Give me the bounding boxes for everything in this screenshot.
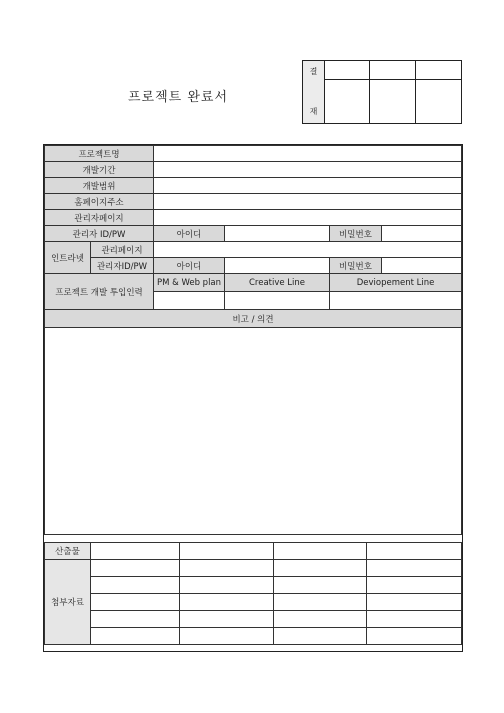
deliverable-cell[interactable]	[367, 543, 462, 560]
staff-col-pm: PM & Web plan	[154, 274, 225, 292]
label-intranet-admin-page: 관리페이지	[91, 242, 154, 258]
field-homepage-address[interactable]	[154, 194, 462, 210]
label-remarks: 비고 / 의견	[45, 310, 462, 328]
attachment-cell[interactable]	[180, 577, 274, 594]
approval-sign-1[interactable]	[325, 80, 370, 124]
attachment-cell[interactable]	[367, 560, 462, 577]
label-dev-scope: 개발범위	[45, 178, 154, 194]
field-project-name[interactable]	[154, 146, 462, 162]
label-dev-period: 개발기간	[45, 162, 154, 178]
attachment-cell[interactable]	[180, 628, 274, 645]
approval-header-1[interactable]	[325, 61, 370, 80]
field-admin-page[interactable]	[154, 210, 462, 226]
label-admin-page: 관리자페이지	[45, 210, 154, 226]
attachment-cell[interactable]	[274, 560, 367, 577]
label-intranet-id: 아이디	[154, 258, 225, 274]
approval-header-3[interactable]	[416, 61, 462, 80]
field-admin-id[interactable]	[225, 226, 330, 242]
field-dev-scope[interactable]	[154, 178, 462, 194]
attachment-cell[interactable]	[367, 611, 462, 628]
attachment-cell[interactable]	[91, 628, 180, 645]
attachment-cell[interactable]	[91, 611, 180, 628]
attachment-cell[interactable]	[274, 611, 367, 628]
field-intranet-pw[interactable]	[382, 258, 462, 274]
approval-table	[302, 60, 462, 124]
attachment-cell[interactable]	[367, 577, 462, 594]
field-intranet-id[interactable]	[225, 258, 330, 274]
staff-col-creative: Creative Line	[225, 274, 330, 292]
deliverable-cell[interactable]	[180, 543, 274, 560]
label-intranet-admin-idpw: 관리자ID/PW	[91, 258, 154, 274]
attachment-cell[interactable]	[274, 628, 367, 645]
field-intranet-admin-page[interactable]	[154, 242, 462, 258]
attachment-cell[interactable]	[180, 560, 274, 577]
attachment-cell[interactable]	[180, 594, 274, 611]
attachment-cell[interactable]	[91, 577, 180, 594]
approval-sign-2[interactable]	[370, 80, 416, 124]
staff-col-dev: Deviopement Line	[330, 274, 462, 292]
deliverable-cell[interactable]	[91, 543, 180, 560]
label-intranet: 인트라넷	[45, 242, 91, 274]
field-dev-period[interactable]	[154, 162, 462, 178]
project-form-table	[44, 145, 462, 535]
label-id: 아이디	[154, 226, 225, 242]
document-title: 프로젝트 완료서	[128, 90, 229, 105]
label-project-name: 프로젝트명	[45, 146, 154, 162]
attachment-cell[interactable]	[274, 594, 367, 611]
attachment-cell[interactable]	[274, 577, 367, 594]
label-pw: 비밀번호	[330, 226, 382, 242]
approval-sign-3[interactable]	[416, 80, 462, 124]
deliverable-cell[interactable]	[274, 543, 367, 560]
approval-label-bottom: 재	[309, 107, 318, 116]
field-remarks[interactable]	[45, 328, 462, 535]
attachment-cell[interactable]	[367, 594, 462, 611]
deliverables-table	[44, 542, 462, 645]
label-deliverables: 산출물	[45, 543, 91, 560]
field-admin-pw[interactable]	[382, 226, 462, 242]
attachment-cell[interactable]	[91, 594, 180, 611]
label-intranet-pw: 비밀번호	[330, 258, 382, 274]
field-staff-pm[interactable]	[154, 292, 225, 310]
label-attachments: 첨부자료	[45, 560, 91, 645]
field-staff-creative[interactable]	[225, 292, 330, 310]
label-admin-idpw: 관리자 ID/PW	[45, 226, 154, 242]
approval-label-cell	[303, 61, 325, 124]
approval-label-top: 결	[309, 67, 318, 76]
attachment-cell[interactable]	[180, 611, 274, 628]
label-homepage-address: 홈페이지주소	[45, 194, 154, 210]
label-project-staff: 프로젝트 개발 투입인력	[45, 274, 154, 310]
attachment-cell[interactable]	[367, 628, 462, 645]
attachment-cell[interactable]	[91, 560, 180, 577]
field-staff-dev[interactable]	[330, 292, 462, 310]
approval-header-2[interactable]	[370, 61, 416, 80]
